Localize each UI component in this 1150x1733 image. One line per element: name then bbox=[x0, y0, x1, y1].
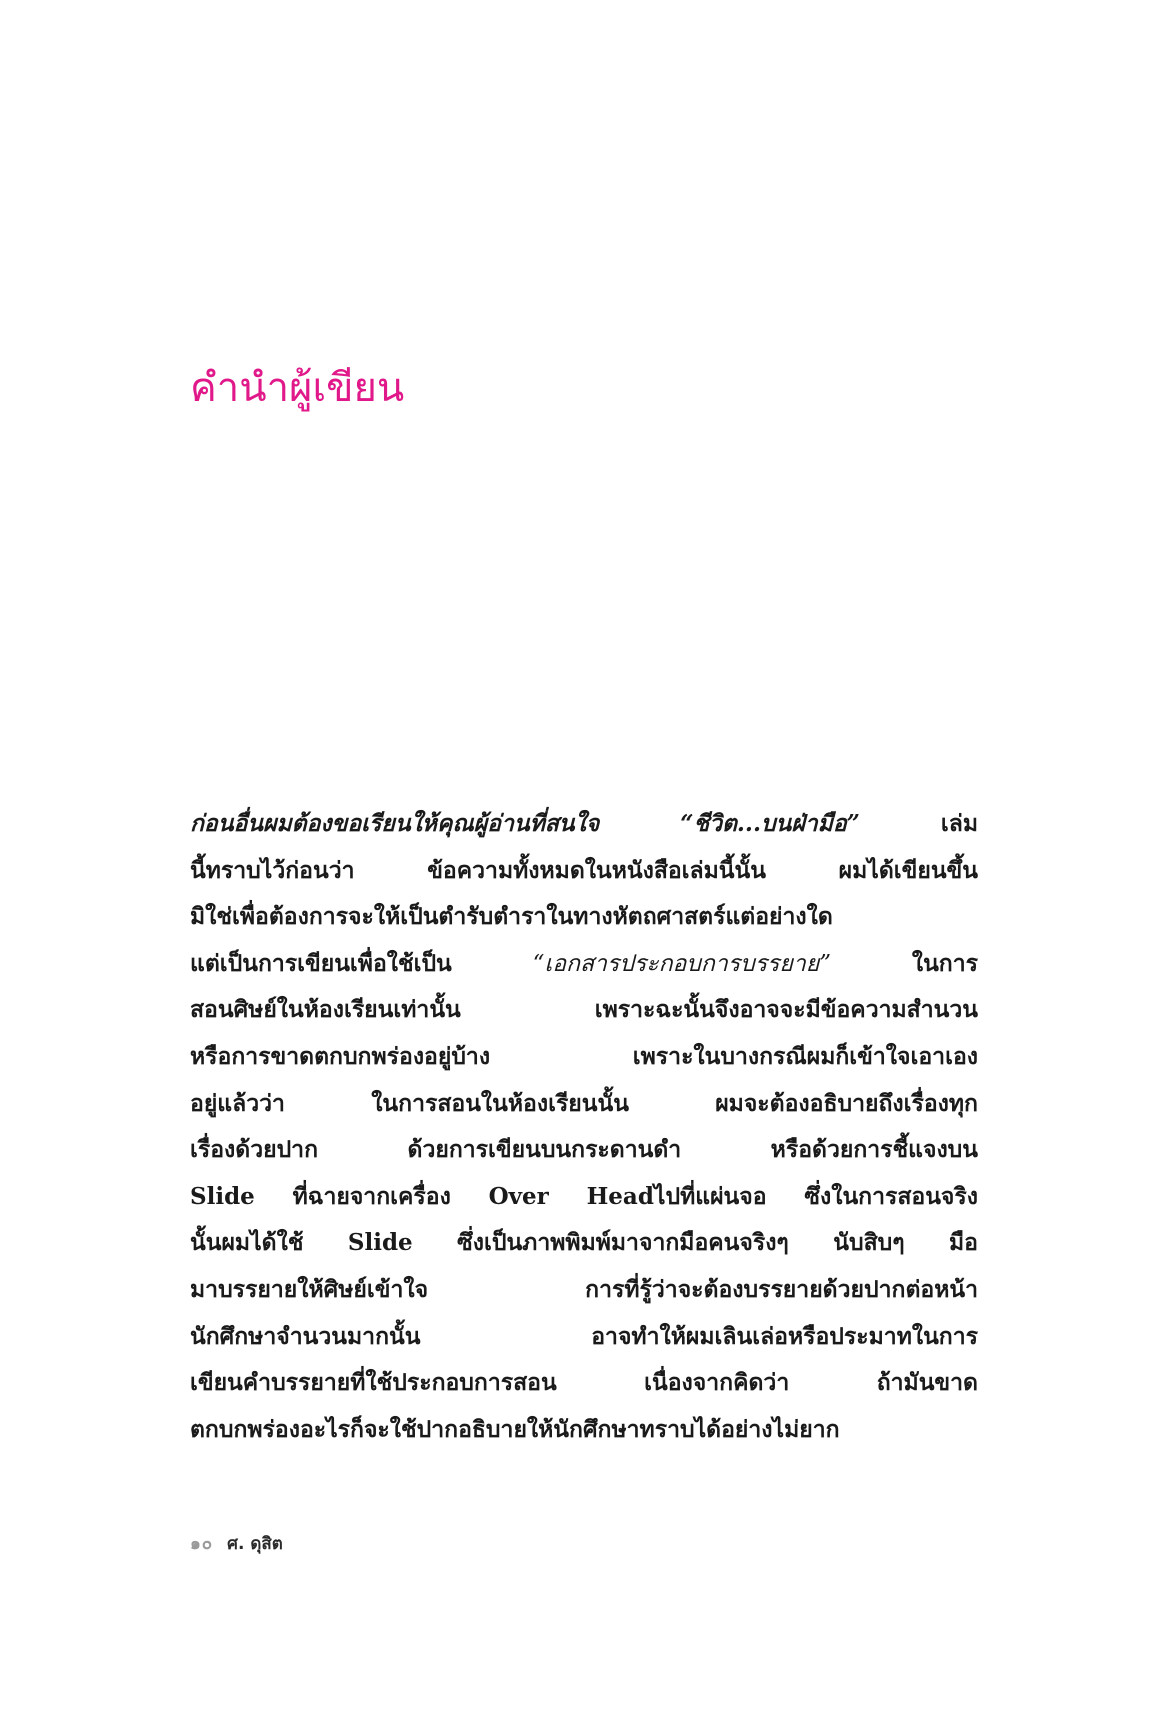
body-line: Slide ที่ฉายจากเครื่อง Over Headไปที่แผ่นจอ ซึ่งในการสอนจริง bbox=[190, 1182, 978, 1210]
line-text: แต่เป็นการเขียนเพื่อใช้เป็น bbox=[190, 949, 533, 977]
body-line: อยู่แล้วว่า ในการสอนในห้องเรียนนั้น ผมจะต้องอธิบายถึงเรื่องทุก bbox=[190, 1089, 978, 1117]
body-line: เขียนคำบรรยายที่ใช้ประกอบการสอน เนื่องจากคิดว่า ถ้ามันขาด bbox=[190, 1369, 978, 1397]
body-line: สอนศิษย์ในห้องเรียนเท่านั้น เพราะฉะนั้นจึงอาจจะมีข้อความสำนวน bbox=[190, 996, 978, 1024]
body-line: นั้นผมได้ใช้ Slide ซึ่งเป็นภาพพิมพ์มาจากมือคนจริงๆ นับสิบๆ มือ bbox=[190, 1229, 978, 1257]
line-text: ในการ bbox=[831, 949, 978, 977]
body-line: นักศึกษาจำนวนมากนั้น อาจทำให้ผมเลินเล่อหรือประมาทในการ bbox=[190, 1322, 978, 1350]
running-author: ศ. ดุสิต bbox=[227, 1534, 283, 1554]
page-number: ๑๐ bbox=[190, 1534, 214, 1554]
body-line: นี้ทราบไว้ก่อนว่า ข้อความทั้งหมดในหนังสือเล่มนี้นั้น ผมได้เขียนขึ้น bbox=[190, 856, 978, 884]
line-text: เล่ม bbox=[859, 810, 978, 837]
body-line bbox=[190, 801, 978, 848]
body-line bbox=[190, 941, 978, 988]
chapter-title: คำนำผู้เขียน bbox=[190, 365, 405, 411]
body-line: มาบรรยายให้ศิษย์เข้าใจ การที่รู้ว่าจะต้องบรรยายด้วยปากต่อหน้า bbox=[190, 1275, 978, 1303]
body-line: ตกบกพร่องอะไรก็จะใช้ปากอธิบายให้นักศึกษาทราบได้อย่างไม่ยาก bbox=[190, 1415, 840, 1443]
body-line: หรือการขาดตกบกพร่องอยู่บ้าง เพราะในบางกรณีผมก็เข้าใจเอาเอง bbox=[190, 1042, 978, 1070]
body-line: มิใช่เพื่อต้องการจะให้เป็นตำรับตำราในทางหัตถศาสตร์แต่อย่างใด bbox=[190, 903, 833, 931]
body-paragraph bbox=[190, 801, 978, 1453]
opening-phrase: ก่อนอื่นผมต้องขอเรียนให้คุณผู้อ่านที่สนใจ “ชีวิต...บนฝ่ามือ” bbox=[190, 810, 860, 837]
emphasized-quote: “เอกสารประกอบการบรรยาย” bbox=[532, 950, 832, 977]
page-footer bbox=[190, 1530, 283, 1557]
body-line: เรื่องด้วยปาก ด้วยการเขียนบนกระดานดำ หรือด้วยการชี้แจงบน bbox=[190, 1136, 978, 1164]
